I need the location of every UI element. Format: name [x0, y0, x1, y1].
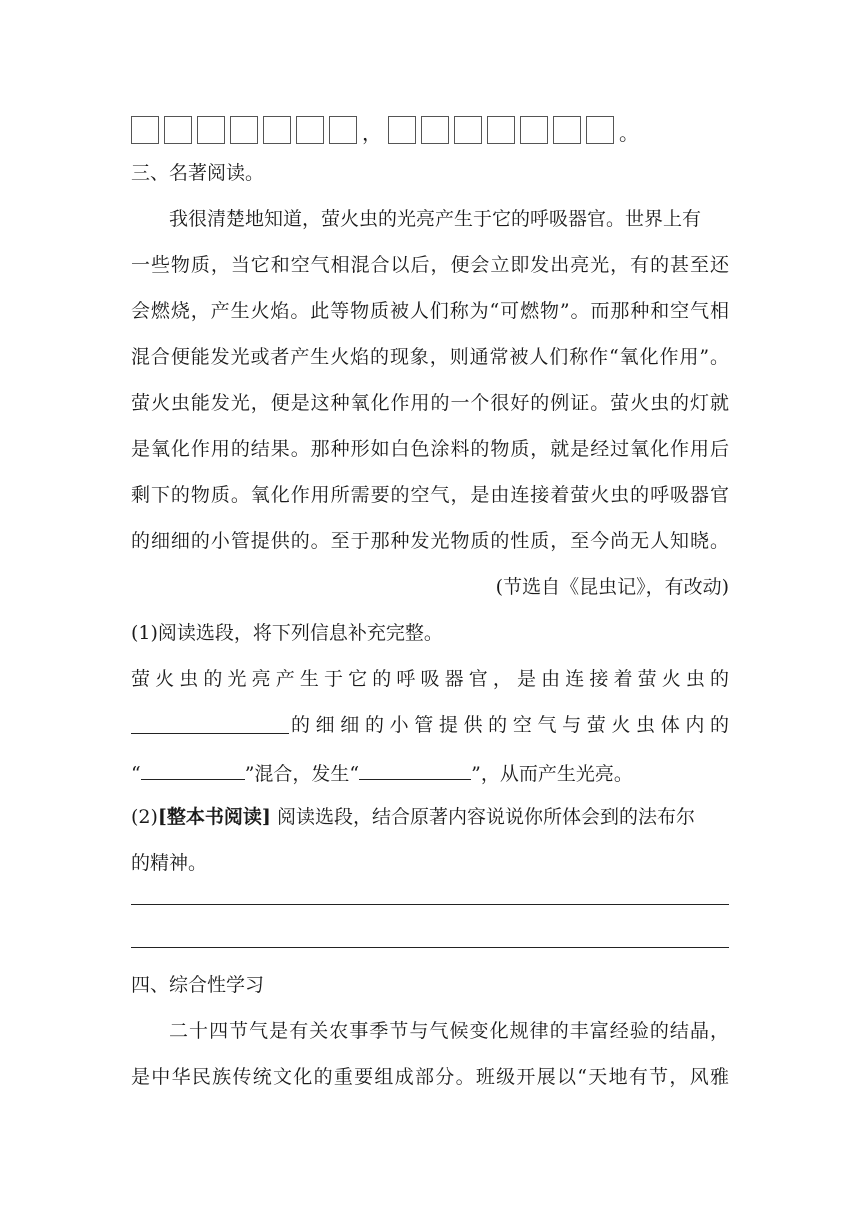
- section-heading: 三、名著阅读。: [131, 162, 265, 184]
- passage-line: 是氧化作用的结果。那种形如白色涂料的物质，就是经过氧化作用后: [131, 438, 729, 460]
- question-1-line: [131, 759, 729, 786]
- passage-line: 我很清楚地知道，萤火虫的光亮产生于它的呼吸器官。世界上有: [169, 208, 702, 230]
- question-1-text: ”混合，发生“: [244, 763, 360, 785]
- passage-source: (节选自《昆虫记》，有改动): [495, 576, 729, 598]
- passage-line: 萤火虫能发光，便是这种氧化作用的一个很好的例证。萤火虫的灯就: [131, 392, 729, 414]
- question-2-text: 阅读选段，结合原著内容说说你所体会到的法布尔: [270, 806, 695, 828]
- answer-box[interactable]: [263, 116, 291, 144]
- answer-box[interactable]: [197, 116, 225, 144]
- fill-blank[interactable]: [141, 759, 245, 780]
- answer-box[interactable]: [454, 116, 482, 144]
- question-1-text: ”，从而产生光亮。: [471, 763, 633, 785]
- question-tag: [整本书阅读]: [157, 806, 271, 828]
- passage-line: 是中华民族传统文化的重要组成部分。班级开展以“天地有节，风雅: [131, 1066, 729, 1088]
- fill-blank[interactable]: [131, 713, 289, 734]
- passage-line: 剩下的物质。氧化作用所需要的空气，是由连接着萤火虫的呼吸器官: [131, 484, 729, 506]
- passage-line: 混合便能发光或者产生火焰的现象，则通常被人们称作“氧化作用”。: [131, 346, 729, 368]
- answer-box[interactable]: [131, 116, 159, 144]
- answer-box[interactable]: [329, 116, 357, 144]
- passage-line: 二十四节气是有关农事季节与气候变化规律的丰富经验的结晶，: [169, 1020, 729, 1042]
- answer-box[interactable]: [487, 116, 515, 144]
- passage-line: 一些物质，当它和空气相混合以后，便会立即发出亮光，有的甚至还: [131, 254, 729, 276]
- answer-box[interactable]: [553, 116, 581, 144]
- section-heading: 四、综合性学习: [131, 974, 265, 996]
- passage-line: 的细细的小管提供的。至于那种发光物质的性质，至今尚无人知晓。: [131, 530, 729, 552]
- answer-box[interactable]: [296, 116, 324, 144]
- answer-box[interactable]: [230, 116, 258, 144]
- box-separator: ，: [362, 121, 382, 145]
- question-2-text-cont: 的精神。: [131, 852, 208, 874]
- box-end-mark: 。: [619, 121, 639, 145]
- answer-box[interactable]: [164, 116, 192, 144]
- answer-line[interactable]: [131, 947, 729, 948]
- question-2-prompt: [131, 805, 729, 829]
- question-1-prompt: (1)阅读选段，将下列信息补充完整。: [131, 622, 443, 644]
- question-1-line: 萤火虫的光亮产生于它的呼吸器官，是由连接着萤火虫的: [131, 668, 729, 690]
- answer-box[interactable]: [586, 116, 614, 144]
- answer-box-row[interactable]: [131, 112, 645, 144]
- answer-box[interactable]: [388, 116, 416, 144]
- answer-box[interactable]: [421, 116, 449, 144]
- question-1-text: 的细细的小管提供的空气与萤火虫体内的: [291, 714, 729, 736]
- answer-box[interactable]: [520, 116, 548, 144]
- answer-line[interactable]: [131, 904, 729, 905]
- question-number: (2): [131, 806, 158, 828]
- question-1-line: [131, 713, 729, 737]
- open-quote: “: [131, 763, 141, 785]
- fill-blank[interactable]: [359, 759, 471, 780]
- passage-line: 会燃烧，产生火焰。此等物质被人们称为“可燃物”。而那种和空气相: [131, 300, 729, 322]
